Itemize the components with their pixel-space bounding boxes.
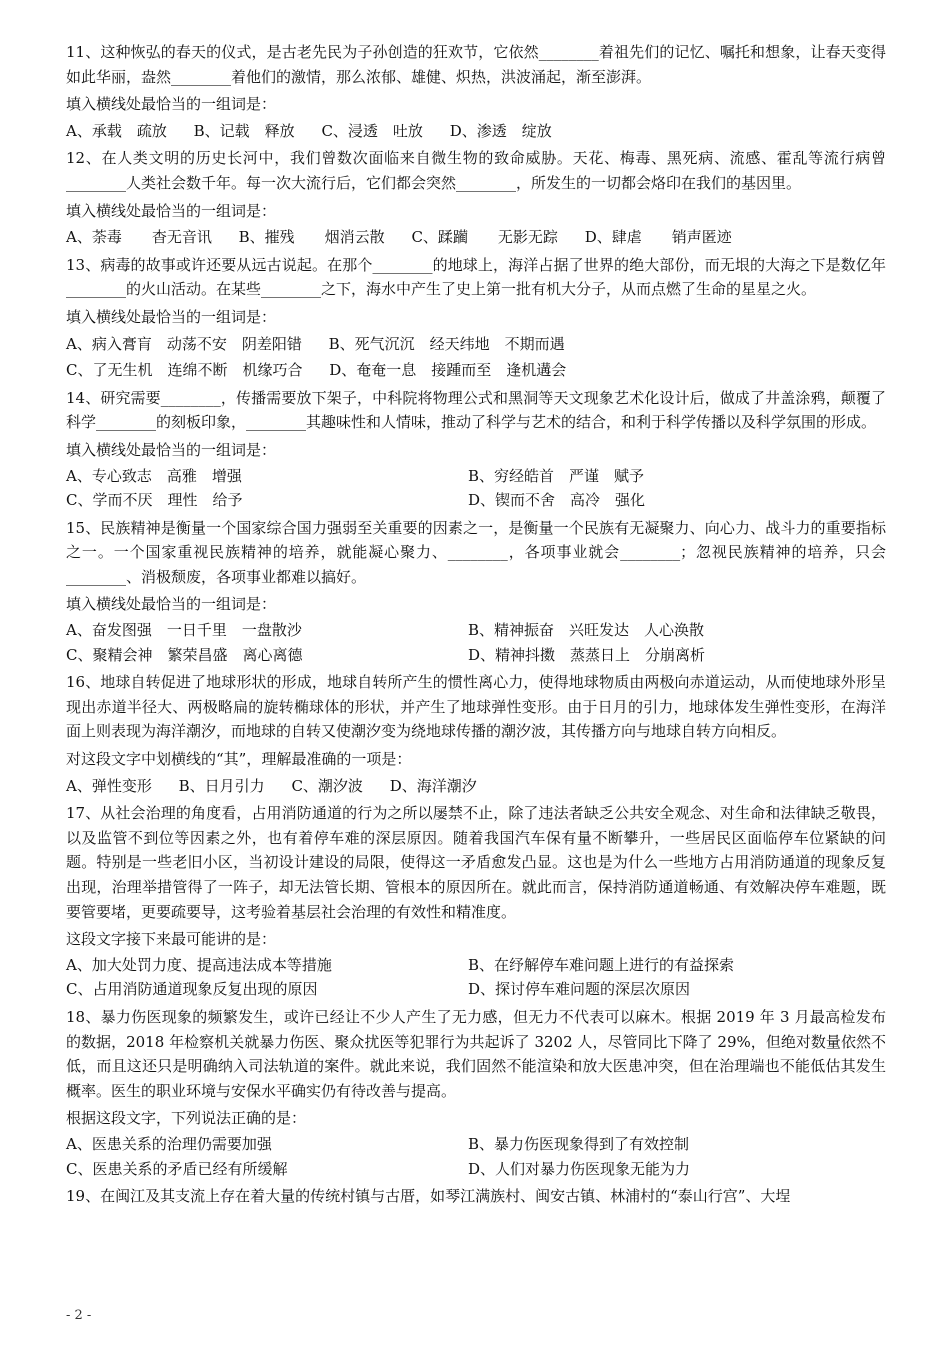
- options-row: [66, 774, 886, 799]
- option-c: C、了无生机 连绵不断 机缘巧合: [66, 361, 303, 380]
- question-prompt: 填入横线处最恰当的一组词是：: [66, 201, 277, 220]
- option-c: C、浸透 吐放: [321, 121, 423, 140]
- question-text: 15、民族精神是衡量一个国家综合国力强弱至关重要的因素之一，是衡量一个民族有无凝聚力、向心力、战斗力的重要指标之一。一个国家重视民族精神的培养，就能凝心聚力、________，各项事业就会________；忽视民族精神的培养，只会________、消极颓废，各项事业都难以搞好。: [66, 518, 886, 586]
- option-a: A、加大处罚力度、提高违法成本等措施: [66, 955, 332, 974]
- option-a: A、弹性变形: [66, 776, 152, 795]
- question-16: [66, 670, 886, 798]
- option-d: D、肆虐 销声匿迹: [584, 228, 732, 247]
- option-a: A、承载 疏放: [66, 121, 167, 140]
- options-row-2: [66, 358, 886, 383]
- question-17: [66, 801, 886, 1002]
- option-c: C、学而不厌 理性 给予: [66, 491, 243, 510]
- page-number: - 2 -: [66, 1308, 92, 1323]
- question-11: [66, 40, 886, 143]
- question-text: 18、暴力伤医现象的频繁发生，或许已经让不少人产生了无力感，但无力不代表可以麻木。根据 2019 年 3 月最高检发布的数据，2018 年检察机关就暴力伤医、聚众扰医等犯罪行为共起诉了 3202 人，尽管同比下降了 29%，但绝对数量依然不低，而且这还只是明确纳入司法轨道的案件。就此来说，我们固然不能渲染和放大医患冲突，但在治理端也不能低估其发生概率。医生的职业环境与安保水平确实仍有待改善与提高。: [66, 1007, 886, 1100]
- question-19: [66, 1184, 886, 1209]
- option-d: D、探讨停车难问题的深层次原因: [468, 980, 691, 999]
- option-d: D、锲而不舍 高冷 强化: [468, 491, 646, 510]
- option-a: A、专心致志 高雅 增强: [66, 466, 242, 485]
- question-prompt: 这段文字接下来最可能讲的是：: [66, 930, 277, 949]
- option-b: B、穷经皓首 严谨 赋予: [468, 466, 645, 485]
- question-text: 17、从社会治理的角度看，占用消防通道的行为之所以屡禁不止，除了违法者缺乏公共安全观念、对生命和法律缺乏敬畏，以及监管不到位等因素之外，也有着停车难的深层原因。随着我国汽车保有量不断攀升，一些居民区面临停车位紧缺的问题。特别是一些老旧小区，当初设计建设的局限，使得这一矛盾愈发凸显。这也是为什么一些地方占用消防通道的现象反复出现，治理举措管得了一阵子，却无法管长期、管根本的原因所在。就此而言，保持消防通道畅通、有效解决停车难题，既要管要堵，更要疏要导，这考验着基层社会治理的有效性和精准度。: [66, 804, 886, 921]
- option-b: B、死气沉沉 经天纬地 不期而遇: [328, 334, 565, 353]
- question-12: [66, 146, 886, 249]
- option-d: D、奄奄一息 接踵而至 逢机遘会: [329, 361, 567, 380]
- question-prompt: 填入横线处最恰当的一组词是：: [66, 95, 277, 114]
- option-c: C、占用消防通道现象反复出现的原因: [66, 980, 318, 999]
- option-c: C、潮汐波: [291, 776, 363, 795]
- options-row-1: [66, 332, 886, 357]
- option-c: C、聚精会神 繁荣昌盛 离心离德: [66, 645, 303, 664]
- option-b: B、记载 释放: [193, 121, 295, 140]
- option-c: C、医患关系的矛盾已经有所缓解: [66, 1159, 288, 1178]
- question-text: 13、病毒的故事或许还要从远古说起。在那个________的地球上，海洋占据了世界的绝大部份，而无垠的大海之下是数亿年________的火山活动。在某些________之下，海水中产生了史上第一批有机大分子，从而点燃了生命的星星之火。: [66, 255, 886, 299]
- question-prompt: 对这段文字中划横线的“其”，理解最准确的一项是：: [66, 750, 412, 769]
- options-row: [66, 225, 886, 250]
- question-text: 16、地球自转促进了地球形状的形成，地球自转所产生的惯性离心力，使得地球物质由两极向赤道运动，从而使地球外形呈现出赤道半径大、两极略扁的旋转椭球体的形状，并产生了地球弹性变形。由于日月的引力，地球体发生弹性变形，在海洋面上则表现为海洋潮汐，而地球的自转又使潮汐变为绕地球传播的潮汐波，其传播方向与地球自转方向相反。: [66, 673, 886, 741]
- option-b: B、在纾解停车难问题上进行的有益探索: [468, 955, 735, 974]
- question-text: 12、在人类文明的历史长河中，我们曾数次面临来自微生物的致命威胁。天花、梅毒、黑死病、流感、霍乱等流行病曾________人类社会数千年。每一次大流行后，它们都会突然________，所发生的一切都会烙印在我们的基因里。: [66, 149, 886, 192]
- question-text: 19、在闽江及其支流上存在着大量的传统村镇与古厝，如琴江满族村、闽安古镇、林浦村的“泰山行宫”、大埕: [66, 1187, 791, 1206]
- option-d: D、海洋潮汐: [389, 776, 477, 795]
- question-prompt: 根据这段文字，下列说法正确的是：: [66, 1109, 307, 1128]
- option-a: A、医患关系的治理仍需要加强: [66, 1134, 272, 1153]
- question-14: [66, 386, 886, 513]
- question-text: 11、这种恢弘的春天的仪式，是古老先民为子孙创造的狂欢节，它依然________着祖先们的记忆、嘱托和想象，让春天变得如此华丽，盎然________着他们的激情，那么浓郁、雄健、炽热，洪波涌起，渐至澎湃。: [66, 43, 886, 86]
- options-grid: [66, 618, 886, 667]
- option-d: D、渗透 绽放: [449, 121, 552, 140]
- question-15: [66, 516, 886, 668]
- options-grid: [66, 1132, 886, 1181]
- question-prompt: 填入横线处最恰当的一组词是：: [66, 595, 277, 614]
- option-a: A、奋发图强 一日千里 一盘散沙: [66, 621, 302, 640]
- question-13: [66, 253, 886, 383]
- options-grid: [66, 464, 886, 513]
- option-c: C、蹂躏 无影无踪: [411, 228, 558, 247]
- options-grid: [66, 953, 886, 1002]
- option-d: D、精神抖擞 蒸蒸日上 分崩离析: [468, 645, 706, 664]
- question-text: 14、研究需要________，传播需要放下架子，中科院将物理公式和黑洞等天文现象艺术化设计后，做成了井盖涂鸦，颠覆了科学________的刻板印象，________其趣味性和人情味，推动了科学与艺术的结合，和利于科学传播以及科学氛围的形成。: [66, 388, 886, 432]
- option-b: B、暴力伤医现象得到了有效控制: [468, 1134, 690, 1153]
- option-b: B、精神振奋 兴旺发达 人心涣散: [468, 621, 705, 640]
- option-b: B、摧残 烟消云散: [238, 228, 385, 247]
- question-prompt: 填入横线处最恰当的一组词是：: [66, 440, 277, 459]
- question-prompt: 填入横线处最恰当的一组词是：: [66, 307, 277, 326]
- option-a: A、病入膏肓 动荡不安 阴差阳错: [66, 334, 302, 353]
- option-a: A、荼毒 杳无音讯: [66, 228, 212, 247]
- option-b: B、日月引力: [178, 776, 265, 795]
- question-18: [66, 1005, 886, 1181]
- document-page: [66, 40, 886, 1212]
- option-d: D、人们对暴力伤医现象无能为力: [468, 1159, 691, 1178]
- options-row: [66, 119, 886, 144]
